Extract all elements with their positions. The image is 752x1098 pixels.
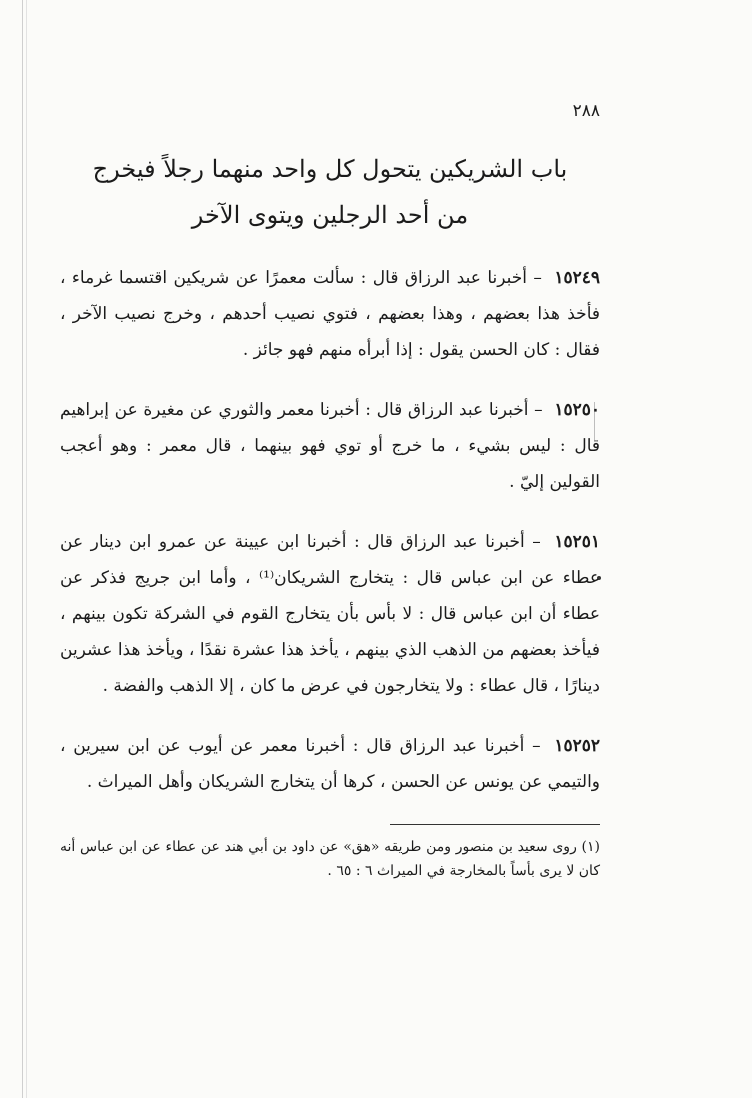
hadith-entry: [60, 260, 600, 368]
hadith-number: ١٥٢٥٢: [554, 736, 601, 756]
hadith-text: – أخبرنا عبد الرزاق قال : سألت معمرًا عن شريكين اقتسما غرماء ، فأخذ هذا بعضهم ، وهذا بعضهم ، فتوي نصيب أحدهم ، وخرج نصيب الآخر ، فقال : كان الحسن يقول : إذا أبرأه منهم فهو جائز .: [60, 268, 600, 360]
hadith-number: ١٥٢٤٩: [554, 268, 601, 288]
chapter-title-line-1: باب الشريكين يتحول كل واحد منهما رجلاً فيخرج: [92, 155, 568, 183]
margin-rule-inner: [26, 0, 27, 1098]
chapter-title: [60, 146, 600, 238]
page-number: ٢٨٨: [572, 101, 600, 121]
footnote-separator: [390, 824, 600, 825]
hadith-entry: [60, 728, 600, 800]
hadith-number: ١٥٢٥١: [554, 532, 600, 552]
hadith-text: – أخبرنا عبد الرزاق قال : أخبرنا معمر والثوري عن مغيرة عن إبراهيم قال : ليس بشيء ، ما خرج أو توي فهو بينهما ، قال معمر : وهو أعجب القولين إليّ .: [60, 400, 600, 492]
hadith-text: – أخبرنا عبد الرزاق قال : أخبرنا معمر عن أيوب عن ابن سيرين ، والتيمي عن يونس عن الحسن ، كرها أن يتخارج الشريكان وأهل الميراث .: [60, 736, 600, 792]
hadith-entry: [60, 392, 600, 500]
hadith-text: – أخبرنا عبد الرزاق قال : أخبرنا ابن عيينة عن عمرو ابن دينار عن عطاء عن ابن عباس قال : يتخارج الشريكان⁽¹⁾ ، وأما ابن جريج فذكر عن عطاء أن ابن عباس قال : لا بأس بأن يتخارج القوم في الشركة تكون بينهم ، فيأخذ بعضهم من الذهب الذي بينهم ، يأخذ هذا عشرة نقدًا ، ويأخذ هذا عشرين دينارًا ، قال عطاء : ولا يتخارجون في عرض ما كان ، إلا الذهب والفضة .: [60, 532, 601, 696]
hadith-entry: [60, 524, 600, 704]
hadith-number: ١٥٢٥٠: [554, 400, 600, 420]
margin-rule: [22, 0, 23, 1098]
footnote: (١) روى سعيد بن منصور ومن طريقه «هق» عن داود بن أبي هند عن عطاء عن ابن عباس أنه كان لا يرى بأساً بالمخارجة في الميراث ٦ : ٦٥ .: [60, 839, 600, 879]
page-content: [60, 100, 600, 883]
chapter-title-line-2: من أحد الرجلين ويتوى الآخر: [191, 201, 469, 229]
